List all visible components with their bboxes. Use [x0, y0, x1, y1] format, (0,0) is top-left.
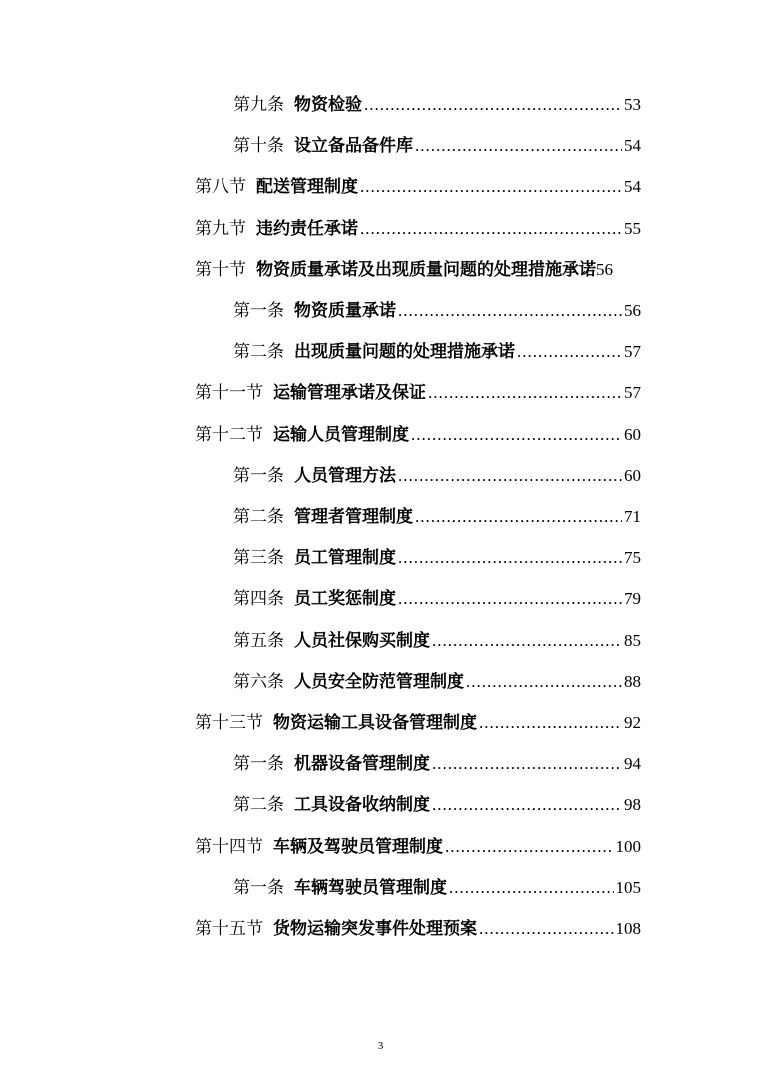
- toc-entry-title: 机器设备管理制度: [294, 754, 430, 775]
- toc-entry-number: 第一条: [233, 465, 284, 486]
- dot-leader: [364, 95, 622, 115]
- toc-entry-page: 54: [624, 136, 641, 156]
- toc-entry[interactable]: [195, 255, 641, 283]
- dot-leader: [398, 589, 622, 609]
- toc-entry-title: 人员管理方法: [294, 465, 396, 486]
- toc-entry-title: 人员社保购买制度: [294, 630, 430, 651]
- toc-entry-number: 第二条: [233, 795, 284, 816]
- toc-entry[interactable]: [233, 543, 641, 571]
- toc-entry-number: 第一条: [233, 877, 284, 898]
- toc-entry-number: 第六条: [233, 671, 284, 692]
- dot-leader: [432, 754, 622, 774]
- toc-entry-title: 物资质量承诺: [294, 301, 396, 321]
- dot-leader: [428, 383, 622, 403]
- dot-leader: [449, 878, 614, 898]
- toc-entry[interactable]: [233, 749, 641, 777]
- toc-entry-page: 100: [615, 836, 641, 856]
- toc-entry-page: 85: [624, 630, 641, 650]
- toc-entry-page: 105: [615, 877, 641, 897]
- toc-entry-page: 54: [624, 177, 641, 197]
- dot-leader: [432, 795, 622, 815]
- toc-entry-page: 92: [624, 713, 641, 732]
- toc-entry-number: 第十节: [195, 259, 246, 280]
- dot-leader: [479, 713, 622, 733]
- toc-entry[interactable]: [233, 90, 641, 118]
- toc-entry-title: 违约责任承诺: [256, 218, 358, 239]
- toc-entry-title: 管理者管理制度: [294, 507, 413, 527]
- toc-entry[interactable]: [233, 337, 641, 365]
- toc-entry[interactable]: [195, 914, 641, 942]
- toc-entry-number: 第二条: [233, 507, 284, 527]
- toc-entry[interactable]: [195, 832, 641, 860]
- dot-leader: [415, 507, 622, 527]
- dot-leader: [466, 672, 622, 692]
- dot-leader: [411, 425, 622, 445]
- toc-entry[interactable]: [195, 420, 641, 448]
- toc-entry-title: 出现质量问题的处理措施承诺: [294, 342, 515, 363]
- toc-entry-page: 53: [624, 95, 641, 114]
- toc-entry-number: 第一条: [233, 301, 284, 321]
- page-number: 3: [377, 1040, 384, 1052]
- toc-entry[interactable]: [233, 584, 641, 612]
- toc-entry[interactable]: [233, 873, 641, 901]
- dot-leader: [415, 136, 622, 156]
- dot-leader: [479, 919, 614, 939]
- toc-entry[interactable]: [233, 296, 641, 324]
- dot-leader: [360, 219, 622, 239]
- toc-entry[interactable]: [195, 214, 641, 242]
- toc-entry-page: 88: [624, 671, 641, 691]
- toc-entry-title: 物资检验: [294, 95, 362, 115]
- dot-leader: [445, 837, 614, 857]
- toc-entry-number: 第四条: [233, 589, 284, 610]
- toc-entry[interactable]: [233, 131, 641, 159]
- toc-entry-title: 员工奖惩制度: [294, 589, 396, 610]
- toc-entry-title: 设立备品备件库: [294, 136, 413, 157]
- toc-entry-page: 57: [624, 342, 641, 362]
- toc-entry-page: 60: [624, 465, 641, 485]
- toc-entry-number: 第十二节: [195, 424, 263, 445]
- dot-leader: [398, 301, 622, 321]
- toc-entry-page: 94: [624, 754, 641, 774]
- toc-entry-number: 第八节: [195, 177, 246, 198]
- toc-entry[interactable]: [233, 667, 641, 695]
- toc-entry-page: 71: [624, 507, 641, 526]
- toc-entry-title: 运输人员管理制度: [273, 424, 409, 445]
- toc-entry-number: 第十四节: [195, 836, 263, 857]
- toc-entry-title: 车辆驾驶员管理制度: [294, 877, 447, 898]
- toc-entry-number: 第九条: [233, 95, 284, 115]
- toc-entry[interactable]: [195, 378, 641, 406]
- dot-leader: [360, 177, 622, 197]
- toc-entry-page: 75: [624, 548, 641, 568]
- toc-entry-page: 56: [596, 259, 613, 279]
- toc-entry[interactable]: [233, 790, 641, 818]
- toc-entry-number: 第十五节: [195, 919, 263, 939]
- dot-leader: [517, 342, 622, 362]
- toc-entry-number: 第三条: [233, 548, 284, 569]
- toc-entry-number: 第二条: [233, 342, 284, 363]
- toc-entry-title: 物资运输工具设备管理制度: [273, 713, 477, 733]
- toc-entry-title: 货物运输突发事件处理预案: [273, 919, 477, 939]
- toc-entry[interactable]: [195, 172, 641, 200]
- toc-entry[interactable]: [233, 461, 641, 489]
- toc-entry-number: 第一条: [233, 754, 284, 775]
- toc-entry-title: 车辆及驾驶员管理制度: [273, 836, 443, 857]
- toc-entry-number: 第五条: [233, 630, 284, 651]
- toc-entry-title: 物资质量承诺及出现质量问题的处理措施承诺: [256, 259, 596, 280]
- dot-leader: [398, 466, 622, 486]
- toc-entry-number: 第九节: [195, 218, 246, 239]
- toc-entry-page: 60: [624, 424, 641, 444]
- toc-entry[interactable]: [195, 708, 641, 736]
- toc-entry-title: 运输管理承诺及保证: [273, 383, 426, 404]
- toc-entry-number: 第十一节: [195, 383, 263, 404]
- toc-entry-title: 配送管理制度: [256, 177, 358, 198]
- toc-entry-title: 工具设备收纳制度: [294, 795, 430, 816]
- toc-entry-page: 57: [624, 383, 641, 403]
- toc-entry-page: 108: [615, 919, 641, 938]
- toc-entry-title: 人员安全防范管理制度: [294, 671, 464, 692]
- toc-entry[interactable]: [233, 502, 641, 530]
- toc-entry-page: 98: [624, 795, 641, 815]
- toc-entry-title: 员工管理制度: [294, 548, 396, 569]
- toc-entry-page: 79: [624, 589, 641, 609]
- toc-entry-page: 55: [624, 218, 641, 238]
- toc-entry-page: 56: [624, 301, 641, 320]
- toc-entry-number: 第十条: [233, 136, 284, 157]
- dot-leader: [398, 548, 622, 568]
- toc-entry-number: 第十三节: [195, 713, 263, 733]
- dot-leader: [432, 631, 622, 651]
- toc-entry[interactable]: [233, 626, 641, 654]
